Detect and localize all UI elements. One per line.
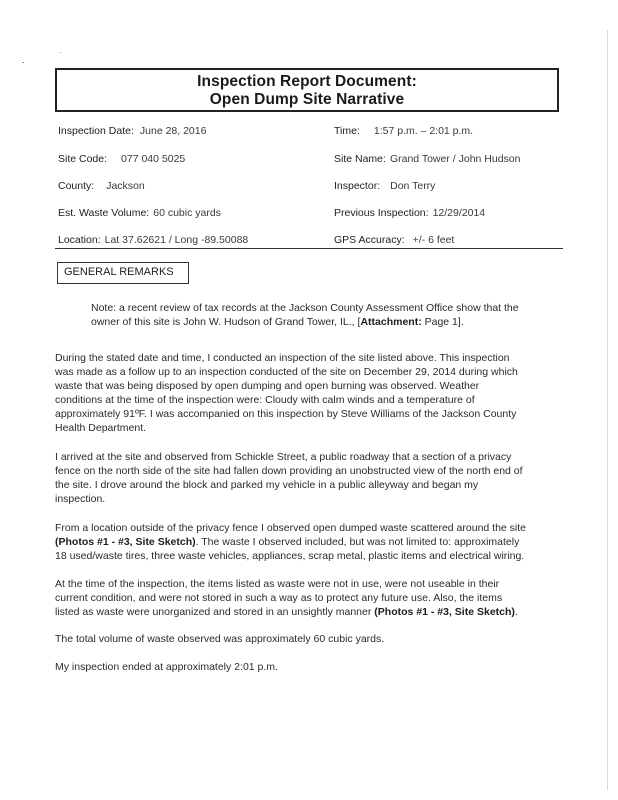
site-code-field	[58, 153, 185, 165]
paragraph-6: My inspection ended at approximately 2:01 p.m.	[55, 661, 278, 673]
paragraph-3-line2-rest: . The waste I observed included, but was not limited to: approximately	[195, 536, 520, 548]
page-edge-line	[607, 30, 608, 790]
county-field	[58, 180, 145, 192]
waste-volume-field	[58, 207, 221, 219]
location-field	[58, 234, 248, 246]
inspector-value: Don Terry	[390, 180, 436, 192]
county-label: County:	[58, 180, 95, 192]
waste-volume-label: Est. Waste Volume:	[58, 207, 150, 219]
paragraph-1-line: approximately 91ºF. I was accompanied on this inspection by Steve Williams of the Jackson County	[55, 408, 517, 420]
inspection-date-label: Inspection Date:	[58, 125, 134, 137]
inspector-field	[334, 180, 435, 192]
note-attachment-label: Attachment:	[360, 316, 422, 328]
scan-speck	[60, 52, 61, 53]
paragraph-1-line: conditions at the time of the inspection were: Cloudy with calm winds and a temperature of	[55, 394, 475, 406]
location-label: Location:	[58, 234, 101, 246]
paragraph-2-line: I arrived at the site and observed from Schickle Street, a public roadway that a section of a privacy	[55, 451, 512, 463]
paragraph-1-line: waste that was being disposed by open dumping and open burning was observed. Weather	[55, 380, 480, 392]
note-line2	[91, 315, 571, 329]
previous-inspection-label: Previous Inspection:	[334, 207, 429, 219]
paragraph-2-line: the site. I drove around the block and parked my vehicle in a public alleyway and began my	[55, 479, 479, 491]
inspection-date-field	[58, 125, 206, 137]
paragraph-4-line: current condition, and were not stored in such a way as to protect any future use. Also, the items	[55, 592, 503, 604]
waste-volume-value: 60 cubic yards	[153, 207, 221, 219]
site-name-label: Site Name:	[334, 153, 386, 165]
time-field	[334, 125, 473, 137]
paragraph-3-line	[55, 535, 519, 549]
paragraph-3-line: From a location outside of the privacy fence I observed open dumped waste scattered around the site	[55, 522, 527, 534]
paragraph-2-line: fence on the north side of the site had fallen down providing an unobstructed view of the north end of	[55, 465, 523, 477]
paragraph-4-line3-text: listed as waste were unorganized and stored in an unsightly manner	[55, 606, 375, 618]
site-name-field	[334, 153, 521, 165]
paragraph-1-line: Health Department.	[55, 422, 147, 434]
note-line2-end: Page 1].	[421, 316, 464, 328]
site-code-value: 077 040 5025	[121, 153, 186, 165]
gps-accuracy-field	[334, 234, 454, 246]
photos-reference: (Photos #1 - #3, Site Sketch)	[374, 606, 515, 618]
paragraph-1-line: was made as a follow up to an inspection conducted of the site on December 29, 2014 during which	[55, 366, 518, 378]
title-box	[55, 68, 559, 112]
gps-accuracy-value: +/- 6 feet	[412, 234, 455, 246]
time-label: Time:	[334, 125, 360, 137]
paragraph-1-line: During the stated date and time, I conducted an inspection of the site listed above. This inspection	[55, 352, 510, 364]
previous-inspection-field	[334, 207, 485, 219]
paragraph-4-line3-end: .	[514, 606, 518, 618]
paragraph-4-line	[55, 605, 518, 619]
inspector-label: Inspector:	[334, 180, 381, 192]
time-value: 1:57 p.m. – 2:01 p.m.	[373, 125, 474, 137]
paragraph-5: The total volume of waste observed was approximately 60 cubic yards.	[55, 633, 385, 645]
inspection-date-value: June 28, 2016	[139, 125, 207, 137]
site-name-value: Grand Tower / John Hudson	[389, 153, 521, 165]
site-code-label: Site Code:	[58, 153, 108, 165]
document-title-line1: Inspection Report Document:	[197, 73, 417, 90]
paragraph-4-line: At the time of the inspection, the items listed as waste were not in use, were not useable in their	[55, 578, 500, 590]
document-title-line2: Open Dump Site Narrative	[209, 91, 405, 108]
previous-inspection-value: 12/29/2014	[432, 207, 486, 219]
note-line2-text: owner of this site is John W. Hudson of Grand Tower, IL., [	[91, 316, 361, 328]
note-line1: Note: a recent review of tax records at the Jackson County Assessment Office show that the	[91, 302, 519, 314]
paragraph-2-line: inspection.	[55, 493, 106, 505]
scan-speck	[22, 62, 24, 63]
header-divider	[55, 248, 563, 249]
county-value: Jackson	[106, 180, 145, 192]
photos-reference: (Photos #1 - #3, Site Sketch)	[55, 536, 196, 548]
paragraph-3-line: 18 used/waste tires, three waste vehicles, appliances, scrap metal, plastic items and electrical wiring.	[55, 550, 525, 562]
gps-accuracy-label: GPS Accuracy:	[334, 234, 405, 246]
general-remarks-heading: GENERAL REMARKS	[57, 262, 189, 284]
location-value: Lat 37.62621 / Long -89.50088	[104, 234, 249, 246]
